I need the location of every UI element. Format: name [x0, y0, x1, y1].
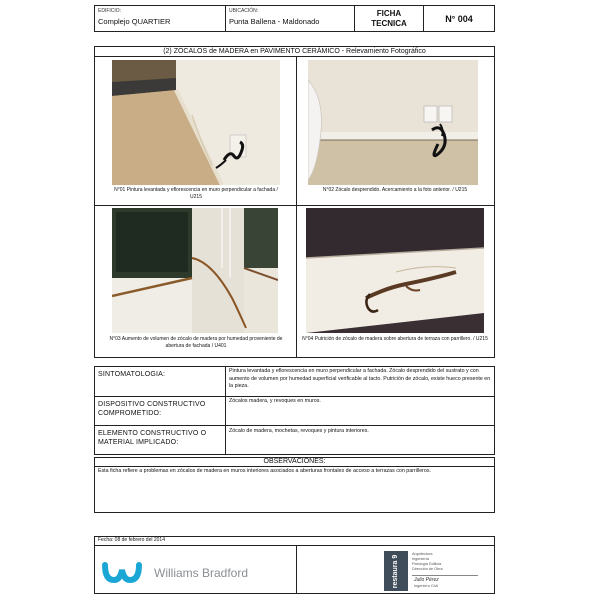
brand-line-2: Ingeniería — [412, 557, 429, 561]
brand-name: restaura 9 — [392, 554, 400, 588]
ficha-line2: TECNICA — [371, 18, 407, 28]
brand-line-1: Arquitectura — [412, 552, 433, 556]
photo-divider-v — [296, 57, 297, 358]
ficha-line1: FICHA — [376, 8, 402, 18]
williams-bradford-logo — [102, 560, 292, 586]
company-name: Williams Bradford — [154, 566, 249, 580]
photo-03-image — [112, 208, 278, 333]
w-logo-icon — [102, 562, 146, 584]
brand-line-4: Dirección de Obra — [412, 567, 443, 571]
observaciones-text: Esta ficha refiere a problemas en zócalos de madera en muros interiores asociados a aberturas frontales de acceso a terrazas con parrilleros. — [98, 468, 431, 474]
photo-02 — [308, 60, 478, 185]
edificio-cell — [94, 5, 226, 32]
edificio-value: Complejo QUARTIER — [98, 17, 171, 26]
detail-label-sintomatologia: SINTOMATOLOGIA: — [98, 371, 166, 378]
footer-fecha: Fecha: 08 de febrero del 2014 — [98, 537, 165, 543]
photo-divider-h — [94, 205, 495, 206]
photo-04 — [306, 208, 484, 333]
photo-03 — [112, 208, 278, 333]
brand-lines — [412, 552, 492, 572]
photo-01-image — [112, 60, 280, 185]
detail-text-elemento: Zócalo de madera, mochetas, revoques y pintura interiores. — [229, 428, 369, 434]
ficha-number — [423, 5, 495, 32]
person-name: Julio Pérez — [414, 577, 439, 583]
brand-line-3: Patología Edilicia — [412, 562, 442, 566]
photo-02-caption: N°02 Zócalo desprendido. Acercamiento a la foto anterior. / U215 — [322, 187, 468, 193]
ficha-cell — [354, 5, 424, 32]
ficha-number-text: N° 004 — [445, 13, 473, 24]
photo-04-caption: N°04 Putrición de zócalo de madera sobre abertura de terraza con parrillero. / U215 — [302, 336, 488, 342]
observaciones-title — [94, 457, 495, 467]
photo-01 — [112, 60, 280, 185]
ubicacion-label: UBICACIÓN: — [229, 8, 259, 14]
person-title: Ingeniero Civil — [414, 584, 439, 588]
edificio-label: EDIFICIO: — [98, 8, 122, 14]
ubicacion-cell — [225, 5, 355, 32]
ubicacion-value: Punta Ballena - Maldonado — [229, 17, 320, 26]
section-title-text: (2) ZÓCALOS de MADERA en PAVIMENTO CERÁMICO - Relevamiento Fotográfico — [163, 47, 426, 55]
photo-01-caption: N°01 Pintura levantada y eflorescencia en muro perpendicular a fachada / U215 — [114, 187, 278, 200]
photo-04-image — [306, 208, 484, 333]
footer-divider — [296, 546, 297, 594]
photo-03-caption: N°03 Aumento de volumen de zócalo de madera por humedad proveniente de abertura de fachada / U401 — [109, 336, 283, 349]
detail-label-elemento: ELEMENTO CONSTRUCTIVO O MATERIAL IMPLICADO: — [98, 430, 207, 446]
detail-text-dispositivo: Zócalos madera, y revoques en muros. — [229, 398, 321, 404]
detail-text-sintomatologia: Pintura levantada y eflorescencia en muro perpendicular a fachada. Zócalo desprendido del sustrato y con aumento de volumen por humedad superficial verificable al tacto. Putrición de zócalo, existe hueco presente en la pieza. — [229, 368, 491, 389]
detail-label-dispositivo: DISPOSITIVO CONSTRUCTIVO COMPROMETIDO: — [98, 401, 206, 417]
section-title — [94, 46, 495, 57]
restaura-logo — [384, 551, 408, 591]
signature-rule — [412, 575, 478, 576]
photo-02-image — [308, 60, 478, 185]
observaciones-title-text: OBSERVACIONES: — [263, 458, 326, 465]
